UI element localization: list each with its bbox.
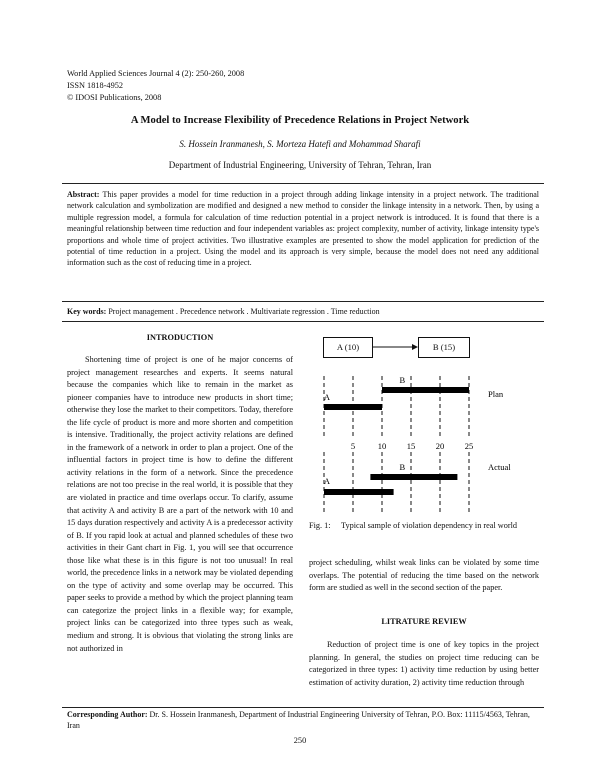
plan-bars	[324, 387, 469, 410]
paper-title: A Model to Increase Flexibility of Precedence Relations in Project Network	[130, 115, 470, 126]
introduction-text: Shortening time of project is one of he major concerns of project management researches and experts. It seems natural because the companies which like to remain in the market as pioneer companies have to introduce new products in short time; otherwise they lose the market to their competitors. Today, therefore the life cycle of product is more and more shorten and competition is intensive. Traditionally, the project activity relations are defined in the framework of a network in order to plan a project. One of the influential factors in project time is how to define the different activity relations in the form of a network. Since the precedence relations are not too precise in the real world, it is possible that they are violated in practice and time overlaps occur. To clarify, assume that activity A and activity B are a part of the network with 10 and 15 days duration respectively and activity A is a predecessor activity of B. If you rapid look at actual and planned schedules of these two activities in their Gant chart in Fig. 1, you will see that occurrence those like what these is in this figure is not too unusual! In real world, the precedence links in a network may be violated depending on the type of activity and some overlap may be occurred. This paper seeks to provide a method by which the project planning team can categorize the project links in a flexible way; for example, project links can be categorized into three types such as weak, medium and strong. It is obvious that violating the strong links are not authorized in	[67, 355, 293, 653]
corresponding-author-label: Corresponding Author:	[67, 710, 148, 719]
plan-bar-a	[324, 404, 382, 410]
actual-bar-b-label: B	[399, 462, 406, 472]
abstract-bottom-rule	[62, 301, 544, 302]
tick-label-5: 5	[350, 441, 356, 451]
abstract-label: Abstract:	[67, 190, 100, 199]
actual-bars	[324, 474, 457, 495]
tick-label-25: 25	[464, 441, 474, 451]
activity-a-box: A (10)	[323, 337, 373, 358]
figure-caption-text: Typical sample of violation dependency in real world	[341, 521, 518, 530]
plan-label: Plan	[488, 389, 504, 399]
actual-label: Actual	[488, 462, 511, 472]
introduction-heading: INTRODUCTION	[146, 333, 214, 342]
gantt-figure	[300, 330, 550, 520]
right-column-text: project scheduling, whilst weak links can be violated by some time overlaps. The potential of reducing the time based on the network form are studied as well in the second section of the paper.	[309, 558, 539, 593]
plan-bar-a-label: A	[323, 392, 331, 402]
precedence-arrow-head	[412, 344, 418, 350]
actual-bar-b	[370, 474, 457, 480]
corresponding-author-text: Dr. S. Hossein Iranmanesh, Department of Industrial Engineering University of Tehran, P.O. Box: 11115/4563, Tehran, Iran	[67, 710, 530, 730]
tick-label-15: 15	[406, 441, 416, 451]
activity-b-box: B (15)	[418, 337, 470, 358]
plan-bar-b	[382, 387, 469, 393]
figure-caption	[309, 520, 539, 533]
literature-heading: LITRATURE REVIEW	[381, 617, 467, 626]
page-number: 250	[293, 736, 307, 745]
affiliation: Department of Industrial Engineering, University of Tehran, Tehran, Iran	[168, 160, 432, 170]
abstract-text: This paper provides a model for time reduction in a project through adding linkage intensity in a project network. The traditional network calculation and symbolization are modified and designed a new method to consider the linkage intensity in a network. Then, by using a multiple regression model, a formula for calculation of time reduction potential in a project network is introduced. It is found that there is a meaningful relationship between time reduction and four independent variables as: project complexity, number of activity, linkage intensity type's proportions and whole time of project activities. Two illustrative examples are presented to show the model application for prediction of the potential of time reduction in a project. Using the model and its approach is very simple, because the model does not need any additional information such as the cost of reducing time in a project.	[67, 190, 540, 268]
plan-bar-b-label: B	[399, 375, 406, 385]
keywords-rule	[62, 321, 544, 322]
copyright-line: © IDOSI Publications, 2008	[67, 93, 162, 102]
keywords	[67, 307, 539, 316]
actual-bar-a-label: A	[323, 476, 331, 486]
keywords-text: Project management . Precedence network . Multivariate regression . Time reduction	[108, 307, 380, 316]
tick-label-10: 10	[377, 441, 387, 451]
issn-line: ISSN 1818-4952	[67, 81, 124, 90]
literature-text: Reduction of project time is one of key topics in the project planning. In general, the studies on project time reducing can be categorized in three types: 1) activity time reduction by using better estimation of activity duration, 2) activity time reduction through	[309, 640, 539, 687]
keywords-label: Key words:	[67, 307, 107, 316]
authors: S. Hossein Iranmanesh, S. Morteza Hatefi and Mohammad Sharafi	[179, 139, 421, 149]
corresponding-author	[67, 710, 539, 732]
journal-line: World Applied Sciences Journal 4 (2): 250-260, 2008	[67, 69, 245, 78]
tick-label-20: 20	[435, 441, 445, 451]
actual-bar-a	[324, 489, 394, 495]
abstract-top-rule	[62, 183, 544, 184]
figure-caption-label: Fig. 1:	[309, 521, 331, 530]
footer-rule	[62, 707, 544, 708]
abstract	[67, 189, 539, 269]
